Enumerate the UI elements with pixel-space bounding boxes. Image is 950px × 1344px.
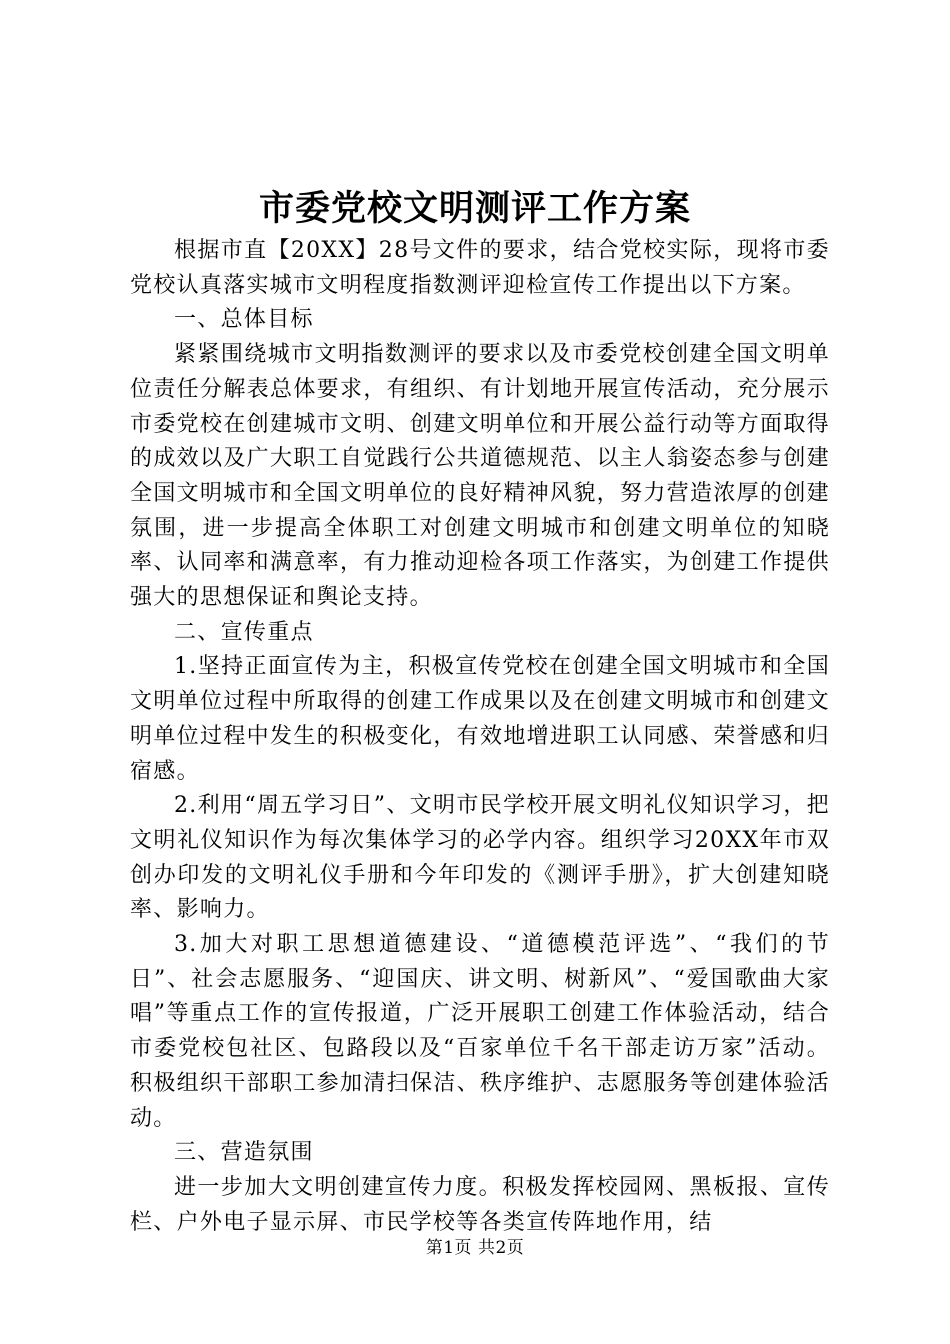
document-body [130, 234, 830, 1240]
publicity-item-1: 1.坚持正面宣传为主，积极宣传党校在创建全国文明城市和全国文明单位过程中所取得的创建工作成果以及在创建文明城市和创建文明单位过程中发生的积极变化，有效地增进职工认同感、荣誉感和归宿感。 [130, 654, 830, 784]
document-title: 市委党校文明测评工作方案 [258, 188, 691, 229]
section-heading-overall-goal: 一、总体目标 [174, 307, 314, 333]
intro-paragraph: 根据市直【20XX】28号文件的要求，结合党校实际，现将市委党校认真落实城市文明程度指数测评迎检宣传工作提出以下方案。 [130, 238, 830, 298]
overall-goal-paragraph: 紧紧围绕城市文明指数测评的要求以及市委党校创建全国文明单位责任分解表总体要求，有组织、有计划地开展宣传活动，充分展示市委党校在创建城市文明、创建文明单位和开展公益行动等方面取得的成效以及广大职工自觉践行公共道德规范、以主人翁姿态参与创建全国文明城市和全国文明单位的良好精神风貌，努力营造浓厚的创建氛围，进一步提高全体职工对创建文明城市和创建文明单位的知晓率、认同率和满意率，有力推动迎检各项工作落实，为创建工作提供强大的思想保证和舆论支持。 [130, 342, 830, 611]
page-footer: 第1页 共2页 [425, 1238, 525, 1258]
atmosphere-paragraph: 进一步加大文明创建宣传力度。积极发挥校园网、黑板报、宣传栏、户外电子显示屏、市民学校等各类宣传阵地作用，结 [130, 1174, 830, 1235]
publicity-item-3: 3.加大对职工思想道德建设、“道德模范评选”、“我们的节日”、社会志愿服务、“迎国庆、讲文明、树新风”、“爱国歌曲大家唱”等重点工作的宣传报道，广泛开展职工创建工作体验活动，结合市委党校包社区、包路段以及“百家单位千名干部走访万家”活动。积极组织干部职工参加清扫保洁、秩序维护、志愿服务等创建体验活动。 [130, 932, 830, 1131]
publicity-item-2: 2.利用“周五学习日”、文明市民学校开展文明礼仪知识学习，把文明礼仪知识作为每次集体学习的必学内容。组织学习20XX年市双创办印发的文明礼仪手册和今年印发的《测评手册》，扩大创建知晓率、影响力。 [130, 793, 830, 923]
section-heading-publicity-focus: 二、宣传重点 [174, 619, 314, 645]
section-heading-atmosphere: 三、营造氛围 [174, 1140, 314, 1166]
